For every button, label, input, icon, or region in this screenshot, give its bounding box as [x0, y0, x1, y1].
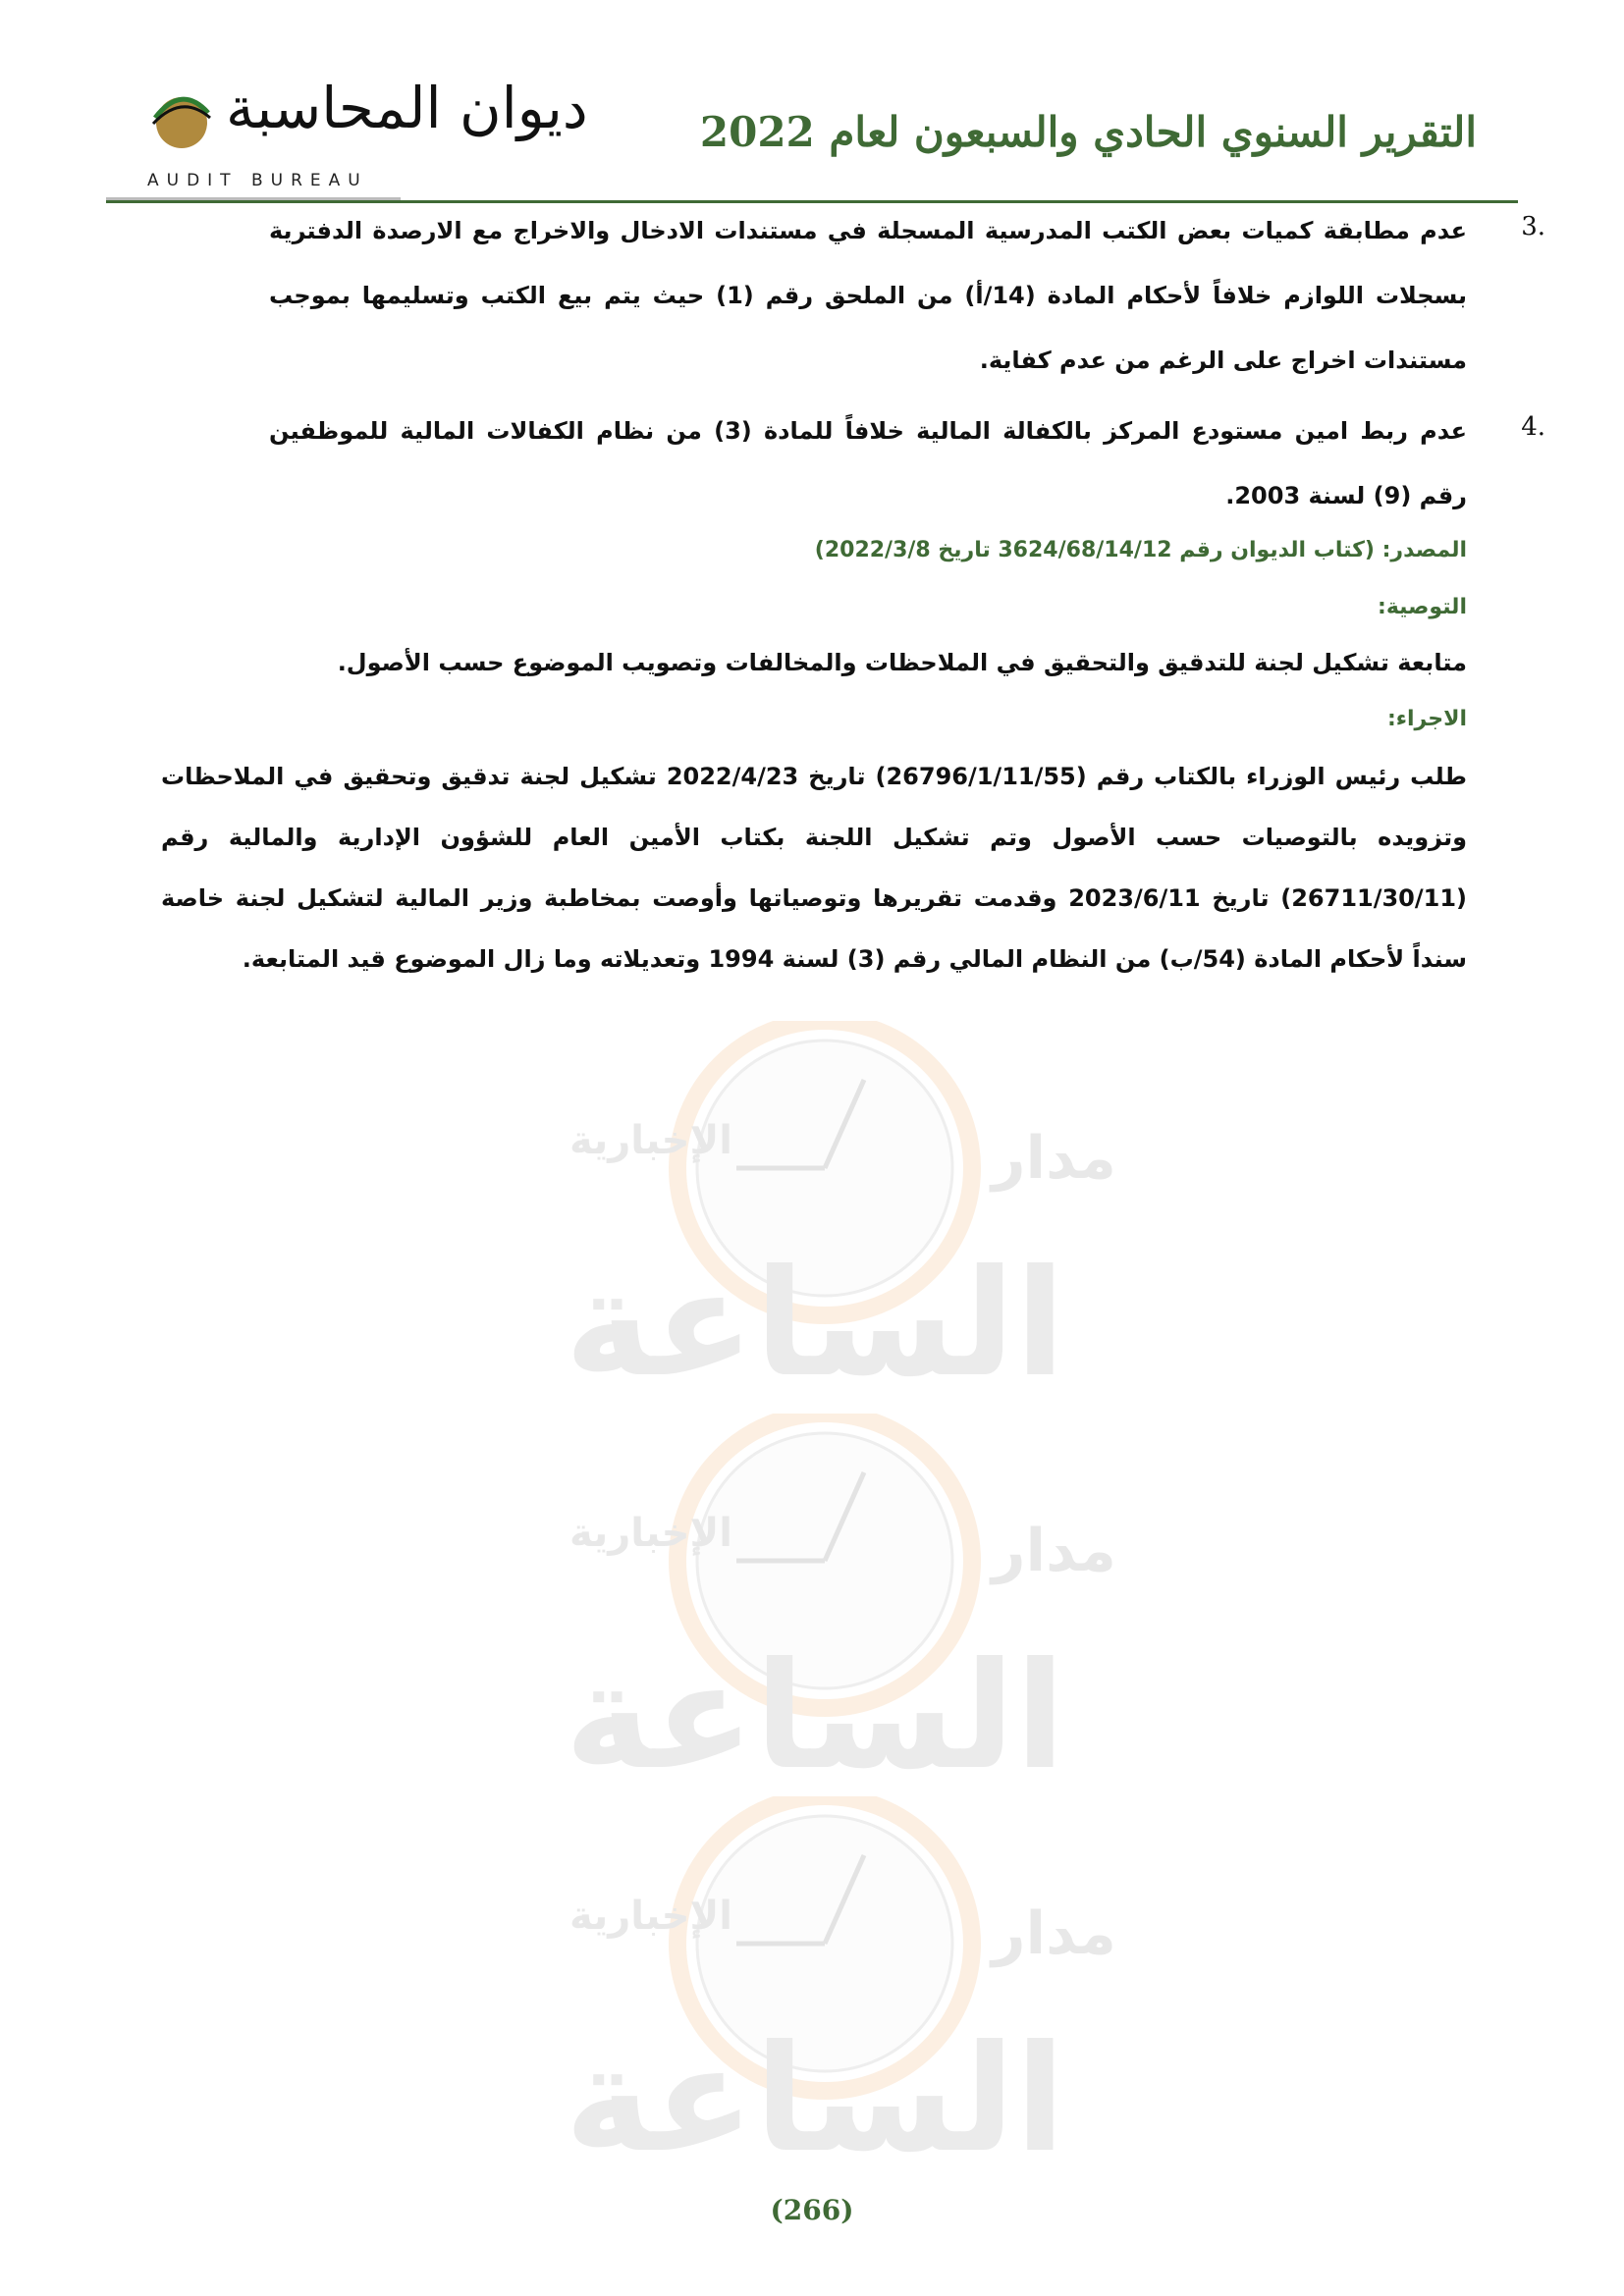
- list-item: عدم ربط امين مستودع المركز بالكفالة المالية خلافاً للمادة (3) من نظام الكفالات المالية للموظفين رقم (9) لسنة 2003.: [269, 417, 1467, 509]
- watermark-text-big: الساعة: [564, 1631, 1066, 1802]
- watermark-text-small: الإخبارية: [569, 1894, 732, 1939]
- action-heading: الاجراء:: [1386, 707, 1467, 731]
- watermark-text-big: الساعة: [564, 2014, 1066, 2185]
- watermark: [511, 1414, 1119, 1826]
- audit-bureau-logo: [147, 59, 588, 191]
- report-title: التقرير السنوي الحادي والسبعون لعام 2022: [699, 108, 1477, 156]
- item-number: 4.: [1521, 412, 1545, 442]
- watermark-text-mid: مدار: [992, 1899, 1116, 1968]
- recommendation-text: متابعة تشكيل لجنة للتدقيق والتحقيق في الملاحظات والمخالفات وتصويب الموضوع حسب الأصول.: [337, 649, 1467, 676]
- item-number: 3.: [1521, 212, 1545, 241]
- page-number: (266): [770, 2194, 854, 2226]
- watermark-text-mid: مدار: [992, 1124, 1116, 1193]
- source-citation: المصدر: (كتاب الديوان رقم 3624/68/14/12 تاريخ 2022/3/8): [814, 538, 1467, 562]
- watermark-text-mid: مدار: [992, 1517, 1116, 1585]
- action-text: طلب رئيس الوزراء بالكتاب رقم (26796/1/11/55) تاريخ 2022/4/23 تشكيل لجنة تدقيق وتحقيق في الملاحظات وتزويده بالتوصيات حسب الأصول وتم تشكيل اللجنة بكتاب الأمين العام للشؤون الإدارية والمالية رقم (26711/30/11) تاريخ 2023/6/11 وقدمت تقريرها وتوصياتها وأوصت بمخاطبة وزير المالية لتشكيل لجنة خاصة سنداً لأحكام المادة (54/ب) من النظام المالي رقم (3) لسنة 1994 وتعديلاته وما زال الموضوع قيد المتابعة.: [161, 763, 1468, 973]
- watermark: [511, 1021, 1119, 1433]
- recommendation-heading: التوصية:: [1378, 595, 1467, 619]
- emblem-icon: [147, 88, 216, 157]
- logo-arabic-text: ديوان المحاسبة: [226, 75, 588, 141]
- watermark-text-small: الإخبارية: [569, 1511, 732, 1556]
- watermark: [511, 1796, 1119, 2209]
- list-item: عدم مطابقة كميات بعض الكتب المدرسية المسجلة في مستندات الادخال والاخراج مع الارصدة الدفترية بسجلات اللوازم خلافاً لأحكام المادة (14/أ) من الملحق رقم (1) حيث يتم بيع الكتب وتسليمها بموجب مستندات اخراج على الرغم من عدم كفاية.: [269, 217, 1468, 374]
- watermark-text-small: الإخبارية: [569, 1118, 732, 1163]
- logo-english-text: AUDIT BUREAU: [147, 171, 368, 190]
- watermark-text-big: الساعة: [564, 1239, 1066, 1410]
